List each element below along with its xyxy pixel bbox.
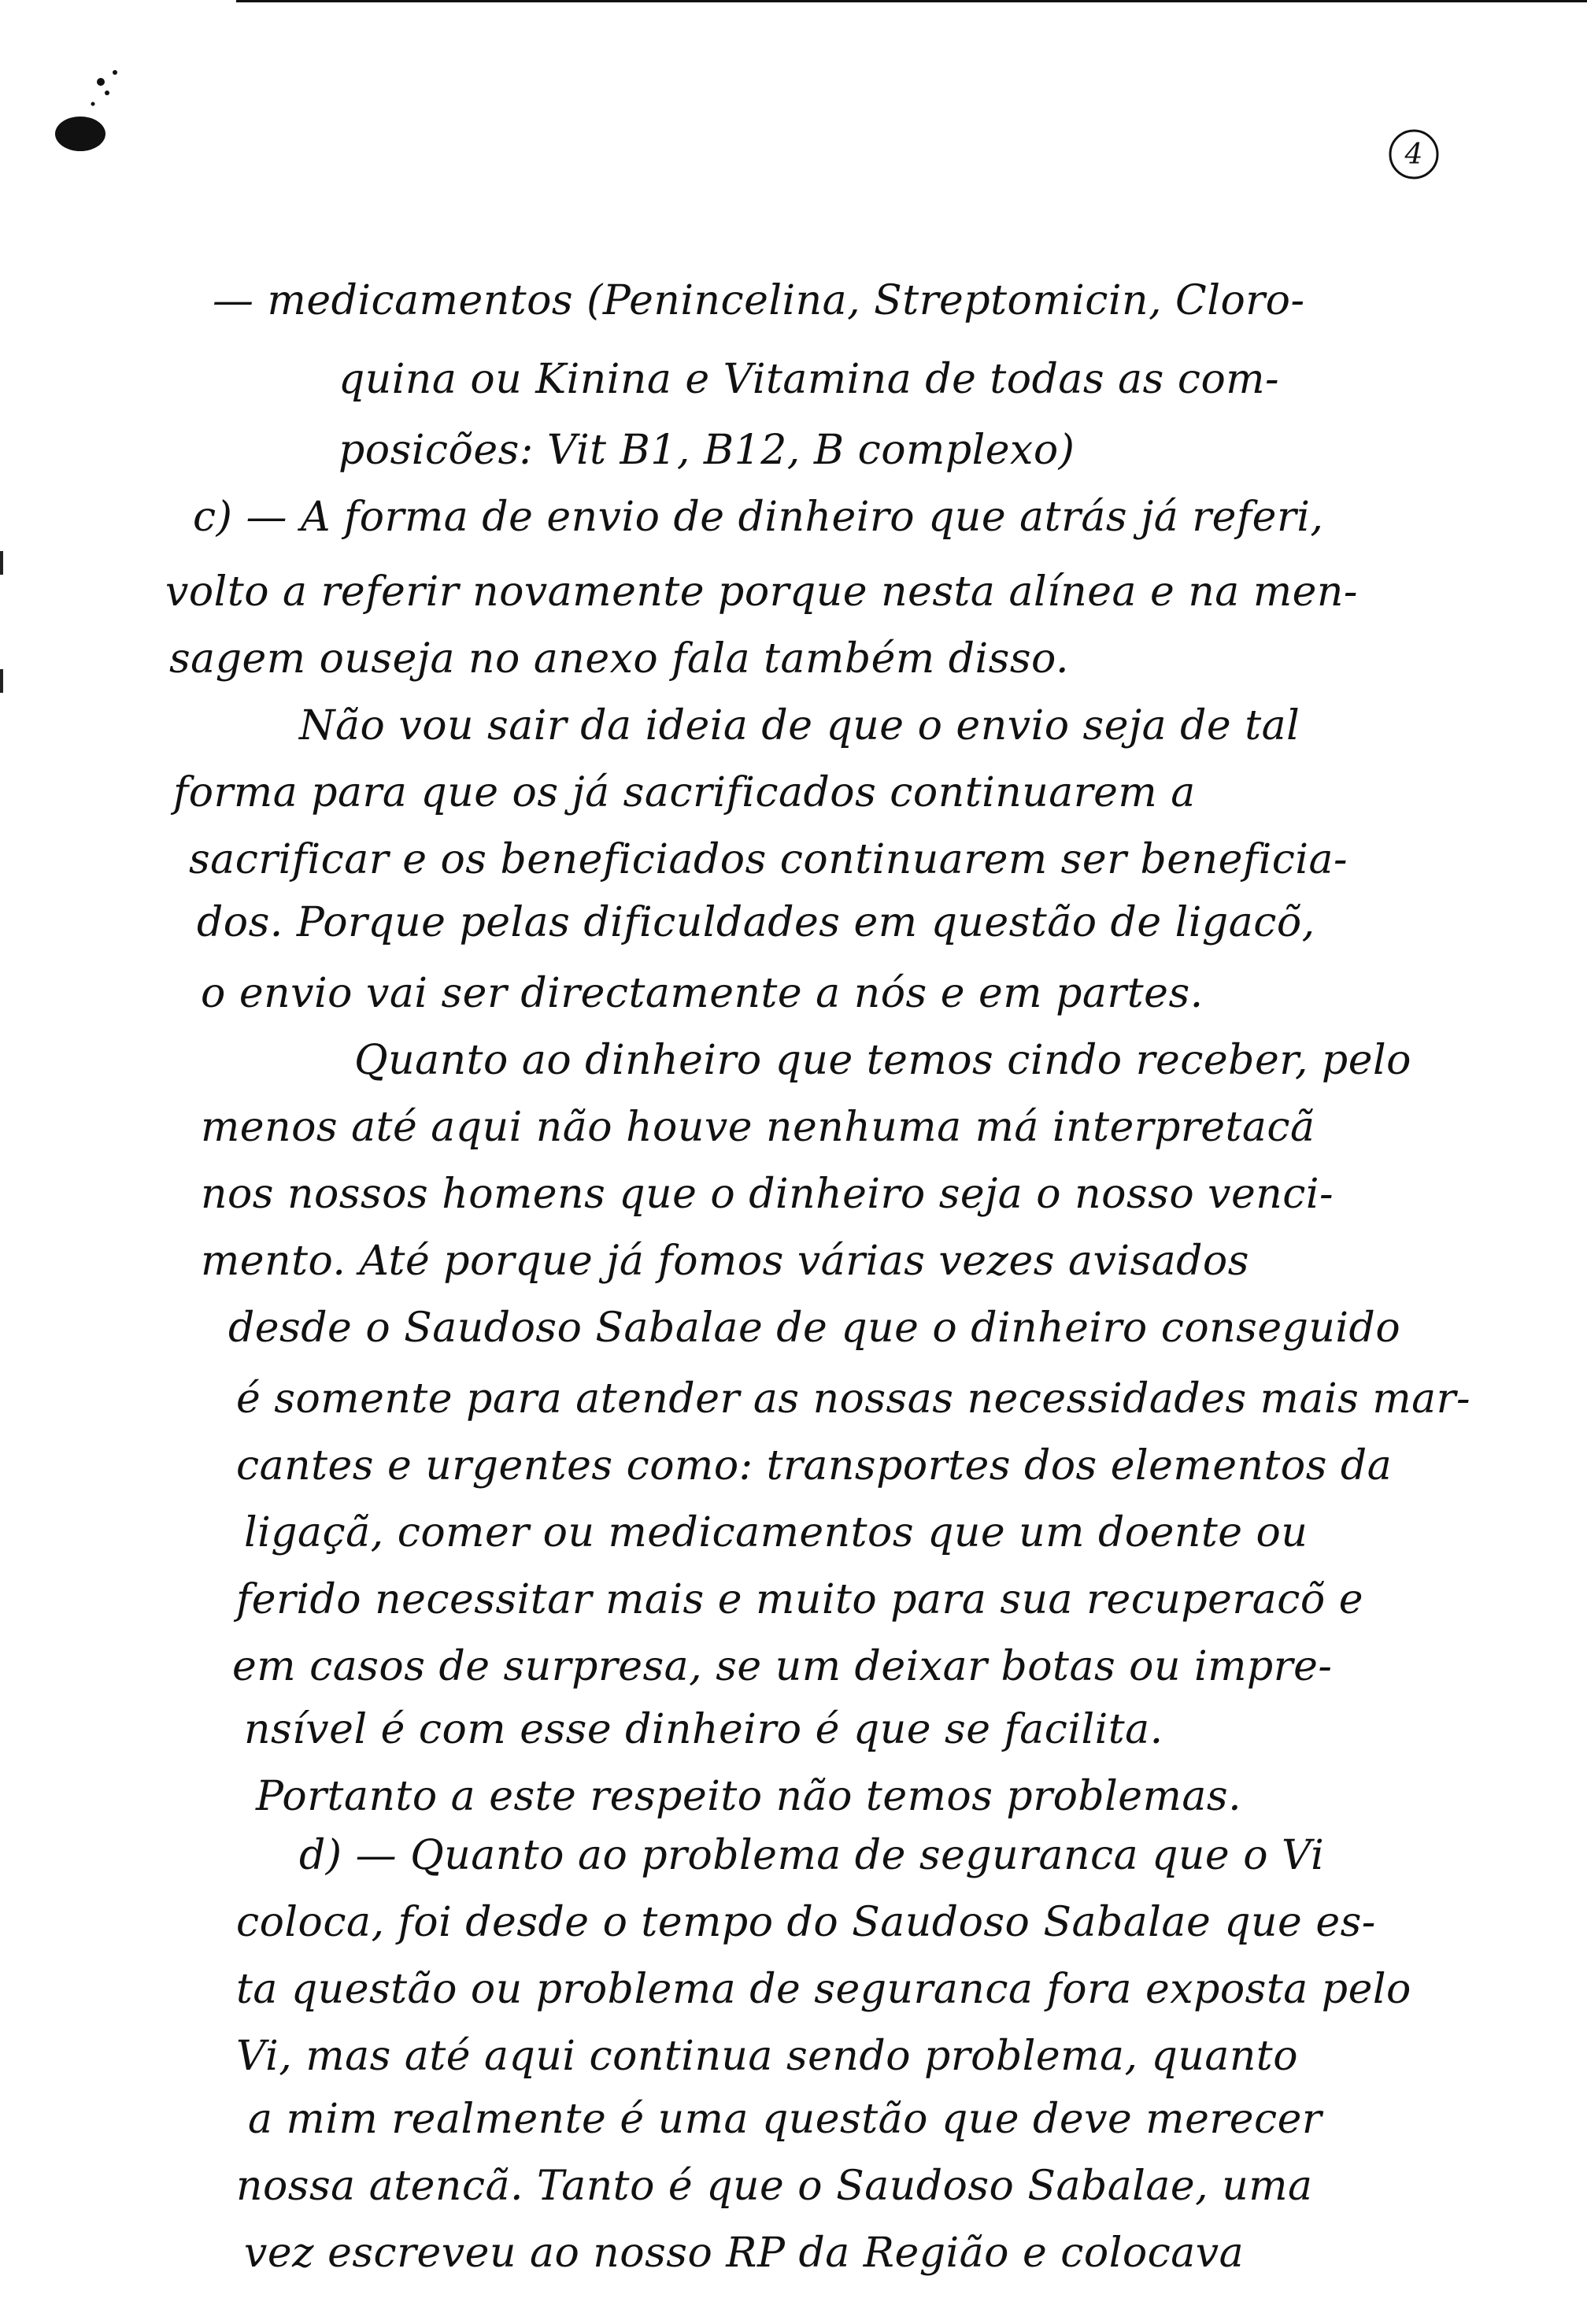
- text-line: forma para que os já sacrificados continuarem a: [173, 769, 1196, 816]
- text-line: ligaçã, comer ou medicamentos que um doente ou: [244, 1509, 1308, 1556]
- text-line: d) — Quanto ao problema de seguranca que o Vi: [299, 1832, 1325, 1879]
- ink-blot: [31, 55, 126, 165]
- text-line: a mim realmente é uma questão que deve merecer: [248, 2096, 1322, 2143]
- page-number: 4: [1404, 139, 1423, 171]
- text-line: sagem ouseja no anexo fala também disso.: [169, 635, 1069, 683]
- text-line: Não vou sair da ideia de que o envio seja de tal: [299, 702, 1300, 749]
- text-line: volto a referir novamente porque nesta alínea e na men-: [165, 568, 1358, 616]
- text-line: Vi, mas até aqui continua sendo problema, quanto: [236, 2033, 1299, 2080]
- text-line: nos nossos homens que o dinheiro seja o nosso venci-: [201, 1171, 1334, 1218]
- margin-mark: [0, 551, 3, 575]
- text-line: o envio vai ser directamente a nós e em partes.: [201, 970, 1204, 1017]
- text-line: — medicamentos (Penincelina, Streptomicin, Cloro-: [213, 277, 1305, 324]
- text-line: em casos de surpresa, se um deixar botas ou impre-: [232, 1643, 1333, 1690]
- text-line: quina ou Kinina e Vitamina de todas as com-: [338, 356, 1280, 403]
- text-line: cantes e urgentes como: transportes dos elementos da: [236, 1442, 1393, 1490]
- text-line: posicões: Vit B1, B12, B complexo): [338, 427, 1075, 474]
- text-line: coloca, foi desde o tempo do Saudoso Sabalae que es-: [236, 1899, 1376, 1946]
- page-number-circle: [1385, 126, 1442, 183]
- text-line: é somente para atender as nossas necessidades mais mar-: [236, 1375, 1471, 1423]
- text-line: Portanto a este respeito não temos problemas.: [256, 1773, 1242, 1820]
- top-border-line: [236, 0, 1587, 2]
- text-line: menos até aqui não houve nenhuma má interpretacã: [201, 1104, 1315, 1151]
- text-line: dos. Porque pelas dificuldades em questão de ligacõ,: [197, 899, 1315, 946]
- text-line: ta questão ou problema de seguranca fora exposta pelo: [236, 1966, 1411, 2013]
- text-line: c) — A forma de envio de dinheiro que atrás já referi,: [193, 494, 1324, 541]
- text-line: nossa atencã. Tanto é que o Saudoso Sabalae, uma: [236, 2163, 1313, 2210]
- margin-mark: [0, 669, 3, 693]
- text-line: vez escreveu ao nosso RP da Região e colocava: [244, 2230, 1245, 2277]
- text-line: ferido necessitar mais e muito para sua recuperacõ e: [236, 1576, 1363, 1623]
- text-line: sacrificar e os beneficiados continuarem ser beneficia-: [189, 836, 1348, 883]
- text-line: desde o Saudoso Sabalae de que o dinheiro conseguido: [228, 1304, 1401, 1352]
- text-line: Quanto ao dinheiro que temos cindo receber, pelo: [354, 1037, 1411, 1084]
- text-line: nsível é com esse dinheiro é que se facilita.: [244, 1706, 1163, 1753]
- text-line: mento. Até porque já fomos várias vezes avisados: [201, 1238, 1249, 1285]
